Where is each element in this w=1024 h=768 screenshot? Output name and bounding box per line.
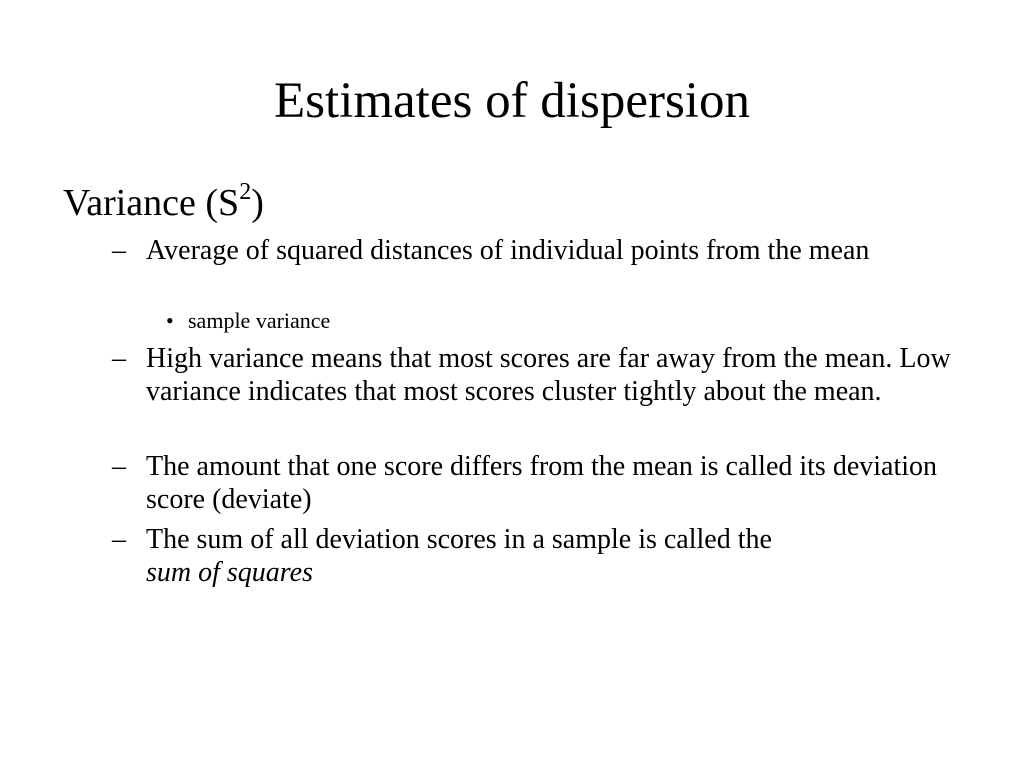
main-bullet-variance [63,180,264,226]
slide-title: Estimates of dispersion [274,73,750,129]
dash-marker: – [112,451,126,482]
main-bullet-closing: ) [251,182,264,224]
sub-bullet-text: The sum of all deviation scores in a sample is called the [146,524,772,555]
dash-marker: – [112,235,126,266]
emphasis-term: sum of squares [146,557,313,588]
sub-bullet-high-variance [112,342,972,408]
dash-marker: – [112,524,126,555]
sub-bullet-average [112,234,972,267]
sub-bullet-deviation-score [112,450,972,516]
dash-marker: – [112,343,126,374]
sub-bullet-sum-of-squares [112,523,972,589]
nested-bullet-text: sample variance [188,308,331,333]
nested-bullet-sample-variance [166,306,330,336]
sub-bullet-text-wrapper [146,523,972,589]
sub-bullet-text: Average of squared distances of individual points from the mean [146,235,870,266]
bullet-marker: • [166,308,174,333]
sub-bullet-text: High variance means that most scores are far away from the mean. Low variance indicates that most scores cluster tightly about the mean. [146,343,951,407]
superscript-two: 2 [239,179,252,206]
main-bullet-label: Variance (S [63,182,240,224]
sub-bullet-text: The amount that one score differs from the mean is called its deviation score (deviate) [146,451,938,515]
